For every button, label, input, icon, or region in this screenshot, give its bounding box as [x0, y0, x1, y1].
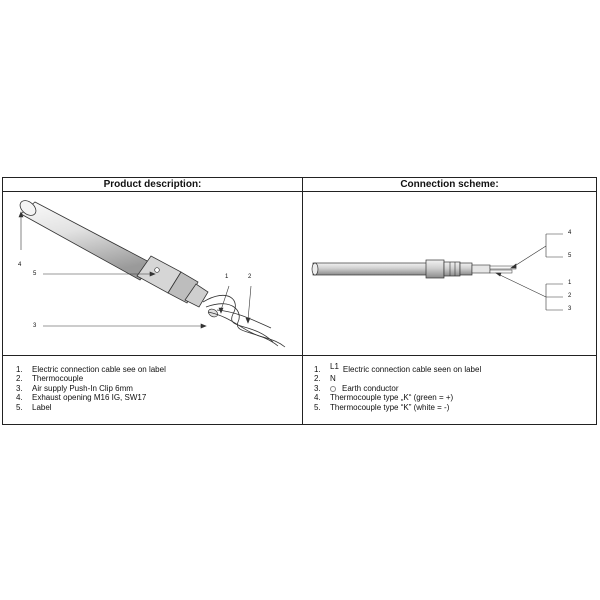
list-item: 4. Thermocouple type „K“ (green = +): [314, 393, 454, 403]
product-drawing-panel: [3, 192, 302, 355]
heater-cartridge-drawing: [3, 192, 302, 355]
list-item-text: Thermocouple: [32, 374, 84, 384]
rod-fitting: [426, 260, 472, 278]
product-description-list: [16, 365, 166, 412]
callout-1: 1: [225, 274, 229, 280]
callout-2: 2: [248, 274, 252, 280]
scheme-callout-3: 3: [568, 306, 572, 312]
list-item: 2. N: [314, 374, 336, 384]
list-item: 2. Thermocouple: [16, 374, 84, 384]
connection-scheme-drawing: [303, 192, 596, 355]
list-item: 5. Thermocouple type “K” (white = -): [314, 402, 450, 412]
list-item: 3. Earth conductor: [314, 383, 399, 393]
list-item-text: Electric connection cable seen on label: [342, 365, 482, 374]
connection-scheme-list: [314, 362, 482, 412]
list-item-text: Electric connection cable see on label: [32, 365, 166, 374]
callout-4: 4: [18, 262, 22, 268]
product-description-heading: Product description:: [103, 179, 202, 190]
scheme-callout-5: 5: [568, 253, 572, 259]
callout-5: 5: [33, 271, 37, 277]
list-item-text: Label: [32, 402, 52, 412]
connection-cables: [203, 295, 285, 347]
scheme-callout-1: 1: [568, 280, 572, 286]
list-item-text: Air supply Push-In Clip 6mm: [32, 383, 133, 393]
list-item: 1. L1 Electric connection cable seen on label: [314, 362, 482, 374]
line-code: L1: [330, 362, 339, 371]
scheme-callout-2: 2: [568, 293, 572, 299]
list-item: 1. Electric connection cable see on label: [16, 365, 166, 374]
connection-scheme-heading: Connection scheme:: [400, 179, 499, 190]
scheme-callout-4: 4: [568, 230, 572, 236]
list-item: 4. Exhaust opening M16 IG, SW17: [16, 393, 147, 403]
list-item-text: Thermocouple type „K“ (green = +): [330, 393, 454, 403]
list-item: 5. Label: [16, 402, 52, 412]
neutral-code: N: [330, 374, 336, 384]
callout-3: 3: [33, 323, 37, 329]
heater-rod: [312, 263, 428, 275]
rod-wires: [472, 265, 516, 273]
list-item: 3. Air supply Push-In Clip 6mm: [16, 383, 133, 393]
connection-drawing-panel: [303, 192, 596, 355]
earth-symbol-icon: [330, 386, 336, 392]
list-item-text: Thermocouple type “K” (white = -): [330, 402, 450, 412]
list-item-text: Earth conductor: [342, 383, 399, 393]
list-item-text: Exhaust opening M16 IG, SW17: [32, 393, 147, 403]
legend-divider: [3, 355, 596, 356]
heater-tube: [17, 198, 153, 280]
